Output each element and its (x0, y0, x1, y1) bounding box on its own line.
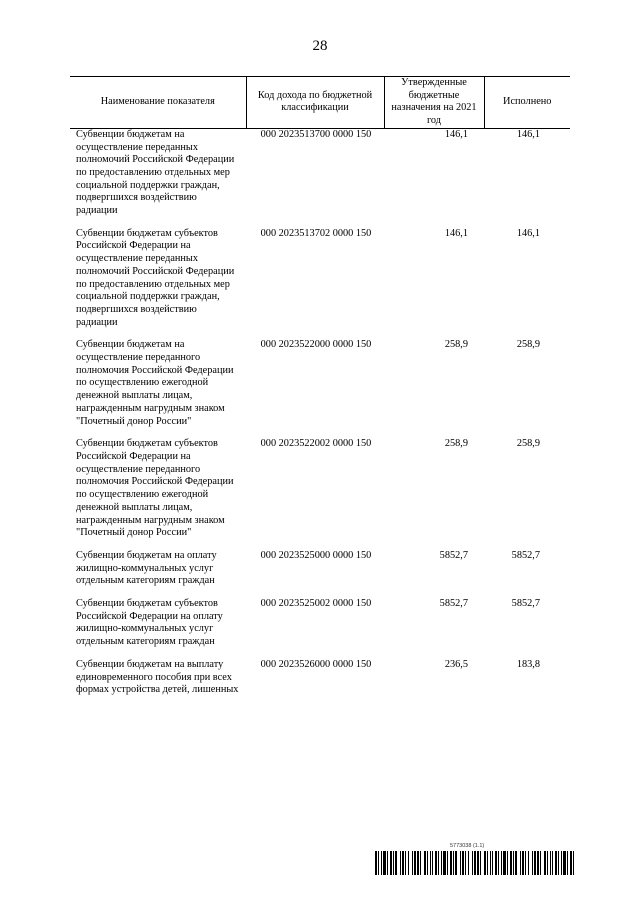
row-name: Субвенции бюджетам субъектов Российской Федерации на оплату жилищно-коммунальных услуг отдельным категориям граждан (76, 598, 223, 648)
row-name: Субвенции бюджетам на оплату жилищно-коммунальных услуг отдельным категориям граждан (76, 549, 217, 587)
table-header-row (70, 77, 570, 129)
table-row (70, 339, 570, 438)
row-name: Субвенции бюджетам на выплату единовременного пособия при всех формах устройства детей, лишенных (76, 658, 239, 696)
row-name: Субвенции бюджетам субъектов Российской Федерации на осуществление переданного полномочия Российской Федерации по осуществлению ежегодной денежной выплаты лицам, награжденным нагрудным знаком "Почетный донор России" (76, 438, 234, 539)
row-approved: 146,1 (444, 227, 468, 239)
header-code: Код дохода по бюджетной классификации (246, 77, 384, 129)
row-executed: 5852,7 (511, 549, 540, 561)
table-row (70, 128, 570, 227)
header-approved: Утвержденные бюджетные назначения на 2021 год (384, 77, 484, 129)
table-row (70, 550, 570, 598)
row-code: 000 2023525000 0000 150 (260, 549, 372, 561)
row-code: 000 2023525002 0000 150 (260, 598, 372, 610)
row-executed: 146,1 (516, 227, 540, 239)
table-row (70, 598, 570, 659)
row-executed: 258,9 (516, 438, 540, 450)
row-executed: 146,1 (516, 128, 540, 140)
row-code: 000 2023513700 0000 150 (260, 128, 372, 140)
row-executed: 183,8 (516, 658, 540, 670)
row-approved: 5852,7 (439, 598, 468, 610)
row-approved: 258,9 (444, 339, 468, 351)
row-code: 000 2023522000 0000 150 (260, 339, 372, 351)
page-number: 28 (312, 38, 328, 54)
row-executed: 258,9 (516, 339, 540, 351)
row-name: Субвенции бюджетам на осуществление переданного полномочия Российской Федерации по осуществлению ежегодной денежной выплаты лицам, награжденным нагрудным знаком "Почетный донор России" (76, 339, 234, 427)
row-code: 000 2023513702 0000 150 (260, 227, 372, 239)
document-code: 5773038 (1.1) (450, 843, 485, 849)
header-name: Наименование показателя (70, 77, 246, 129)
table-row (70, 659, 570, 707)
row-name: Субвенции бюджетам субъектов Российской Федерации на осуществление переданных полномочий Российской Федерации по предоставлению отдельных мер социальной поддержки граждан, подвергшихся воздействию радиации (76, 227, 235, 328)
row-name: Субвенции бюджетам на осуществление переданных полномочий Российской Федерации по предоставлению отдельных мер социальной поддержки граждан, подвергшихся воздействию радиации (76, 128, 235, 217)
row-approved: 258,9 (444, 438, 468, 450)
row-approved: 236,5 (444, 658, 468, 670)
row-approved: 5852,7 (439, 549, 468, 561)
barcode-icon (375, 851, 575, 875)
row-approved: 146,1 (444, 128, 468, 140)
table-row (70, 228, 570, 340)
row-executed: 5852,7 (511, 598, 540, 610)
row-code: 000 2023526000 0000 150 (260, 658, 372, 670)
header-executed: Исполнено (484, 77, 570, 129)
table-row (70, 438, 570, 550)
budget-table (70, 76, 570, 707)
row-code: 000 2023522002 0000 150 (260, 438, 372, 450)
